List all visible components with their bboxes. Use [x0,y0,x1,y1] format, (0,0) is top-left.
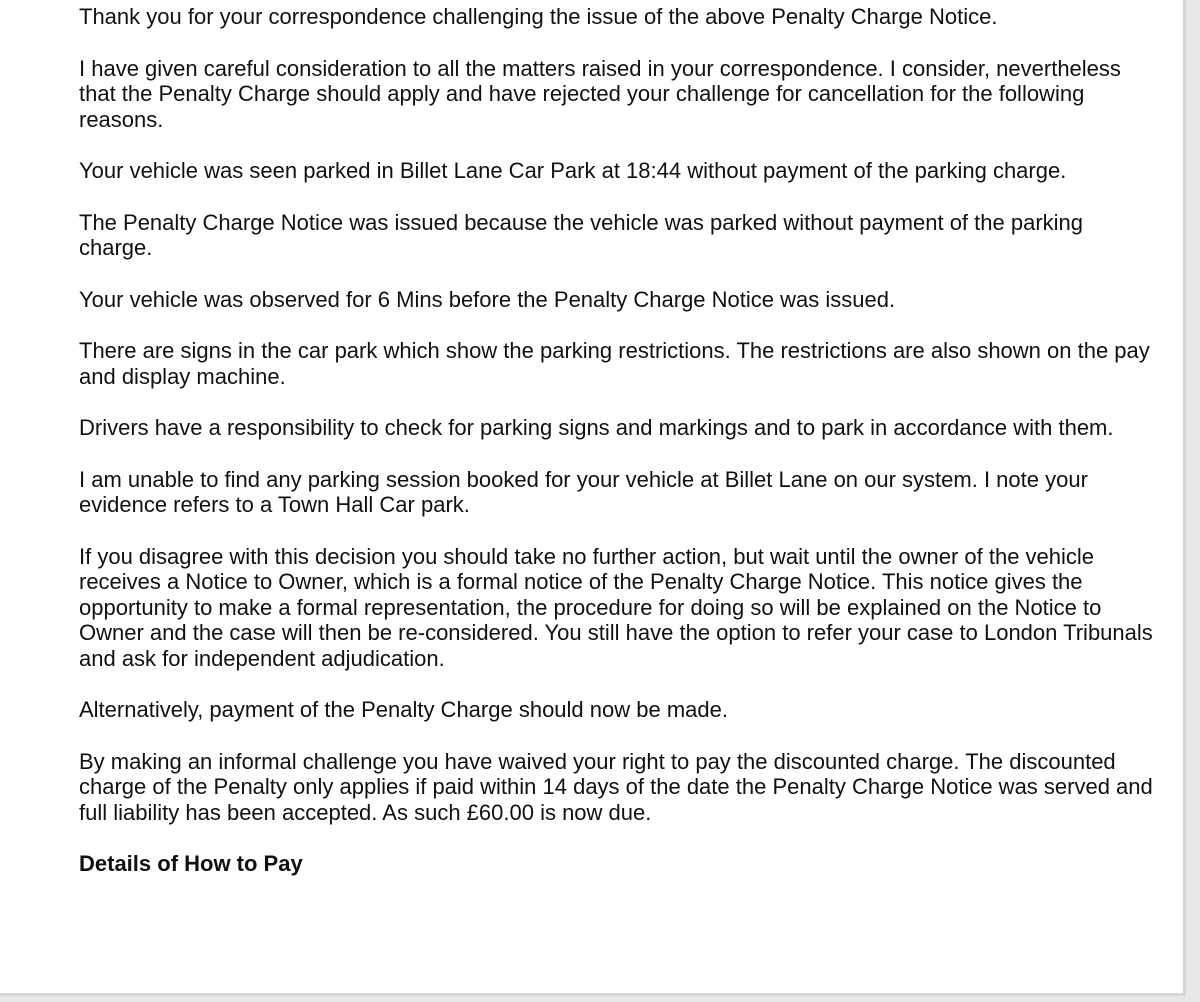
paragraph-payment: Alternatively, payment of the Penalty Charge should now be made. [79,697,728,722]
paragraph-thanks: Thank you for your correspondence challenging the issue of the above Penalty Charge Notice. [79,4,998,29]
paragraph-consideration: I have given careful consideration to all the matters raised in your correspondence. I consider, nevertheless that the Penalty Charge should apply and have rejected your challenge for cancellation for the following reasons. [79,55,1121,132]
paragraph-pcn-reason: The Penalty Charge Notice was issued because the vehicle was parked without payment of the parking charge. [79,209,1084,260]
paragraph-signs: There are signs in the car park which show the parking restrictions. The restrictions are also shown on the pay and display machine. [79,338,1150,389]
section-heading-how-to-pay: Details of How to Pay [79,851,303,876]
paragraph-driver-responsibility: Drivers have a responsibility to check for parking signs and markings and to park in accordance with them. [79,415,1114,440]
paragraph-discount-waived: By making an informal challenge you have waived your right to pay the discounted charge. The discounted charge of the Penalty only applies if paid within 14 days of the date the Penalty Charge Notice was served and full liability has been accepted. As such £60.00 is now due. [79,748,1153,825]
paragraph-observation: Your vehicle was observed for 6 Mins before the Penalty Charge Notice was issued. [79,286,896,312]
paragraph-vehicle-seen: Your vehicle was seen parked in Billet Lane Car Park at 18:44 without payment of the parking charge. [79,158,1067,183]
paragraph-no-session: I am unable to find any parking session booked for your vehicle at Billet Lane on our system. I note your evidence refers to a Town Hall Car park. [79,466,1088,517]
letter-body [79,4,1159,877]
paragraph-disagree: If you disagree with this decision you should take no further action, but wait until the owner of the vehicle receives a Notice to Owner, which is a formal notice of the Penalty Charge Notice. This notice gives the opportunity to make a formal representation, the procedure for doing so will be explained on the Notice to Owner and the case will then be re-considered. You still have the option to refer your case to London Tribunals and ask for independent adjudication. [79,543,1153,671]
